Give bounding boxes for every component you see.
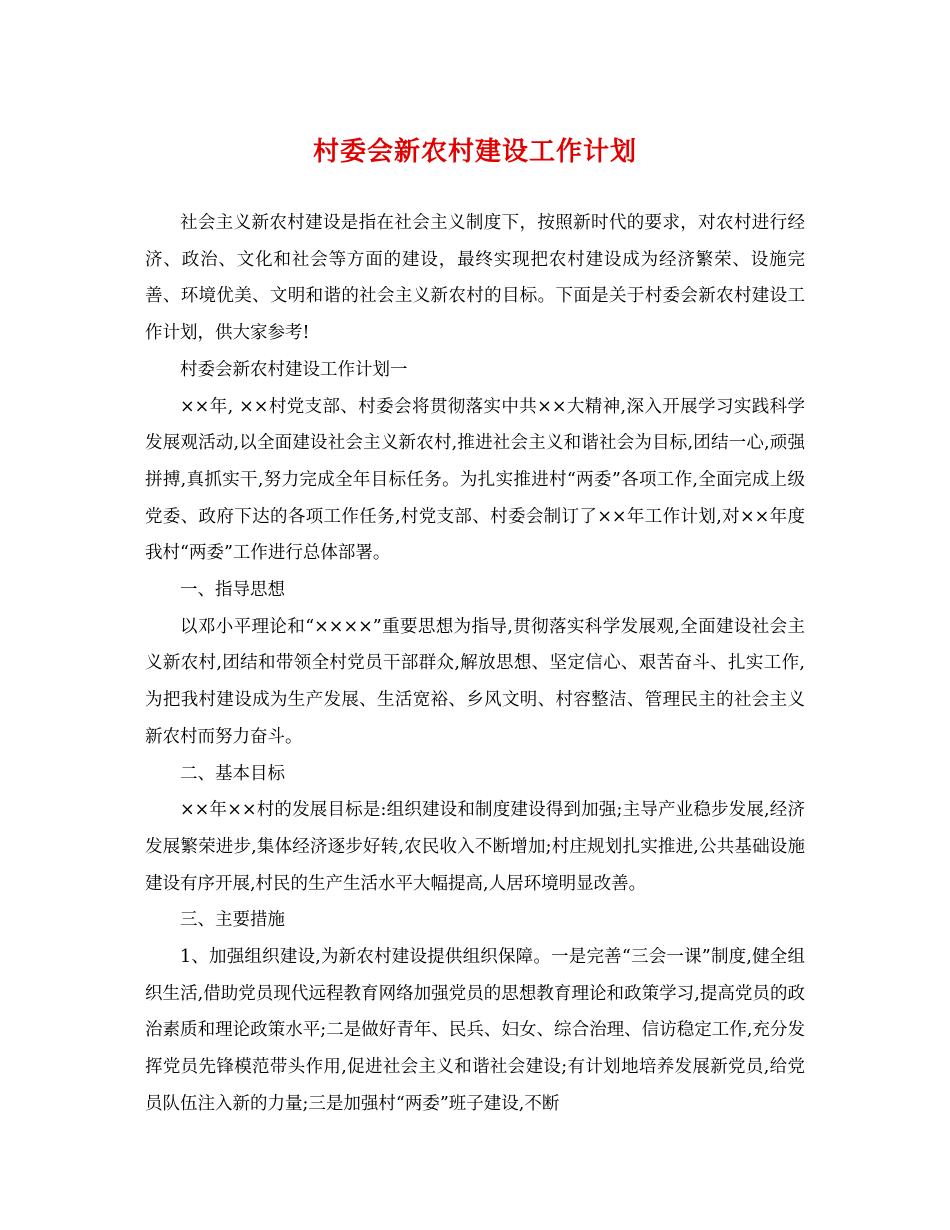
paragraph-plan-heading: 村委会新农村建设工作计划一: [180, 359, 408, 380]
section-heading-guiding-thought: 一、指导思想: [180, 580, 285, 601]
paragraph-guiding-thought: 以邓小平理论和“××××”重要思想为指导,贯彻落实科学发展观,全面建设社会主义新农村,团结和带领全村党员干部群众,解放思想、坚定信心、艰苦奋斗、扎实工作,为把我村建设成为生产发展、生活宽裕、乡风文明、村容整洁、管理民主的社会主义新农村而努力奋斗。: [145, 616, 805, 747]
paragraph-intro: 社会主义新农村建设是指在社会主义制度下，按照新时代的要求，对农村进行经济、政治、文化和社会等方面的建设，最终实现把农村建设成为经济繁荣、设施完善、环境优美、文明和谐的社会主义新农村的目标。下面是关于村委会新农村建设工作计划，供大家参考!: [145, 213, 805, 344]
section-heading-main-measures: 三、主要措施: [180, 910, 285, 931]
document-title: 村委会新农村建设工作计划: [312, 137, 637, 167]
section-heading-basic-goals: 二、基本目标: [180, 763, 285, 784]
paragraph-plan-overview: ××年, ××村党支部、村委会将贯彻落实中共××大精神,深入开展学习实践科学发展观活动,以全面建设社会主义新农村,推进社会主义和谐社会为目标,团结一心,顽强拼搏,真抓实干,努力完成全年目标任务。为扎实推进村“两委”各项工作,全面完成上级党委、政府下达的各项工作任务,村党支部、村委会制订了××年工作计划,对××年度我村“两委”工作进行总体部署。: [145, 396, 805, 564]
document-body: [145, 205, 805, 1123]
paragraph-basic-goals: ××年××村的发展目标是:组织建设和制度建设得到加强;主导产业稳步发展,经济发展繁荣进步,集体经济逐步好转,农民收入不断增加;村庄规划扎实推进,公共基础设施建设有序开展,村民的生产生活水平大幅提高,人居环境明显改善。: [145, 800, 805, 894]
paragraph-main-measures: 1、加强组织建设,为新农村建设提供组织保障。一是完善“三会一课”制度,健全组织生活,借助党员现代远程教育网络加强党员的思想教育理论和政策学习,提高党员的政治素质和理论政策水平;二是做好青年、民兵、妇女、综合治理、信访稳定工作,充分发挥党员先锋模范带头作用,促进社会主义和谐社会建设;有计划地培养发展新党员,给党员队伍注入新的力量;三是加强村“两委”班子建设,不断: [145, 947, 805, 1114]
